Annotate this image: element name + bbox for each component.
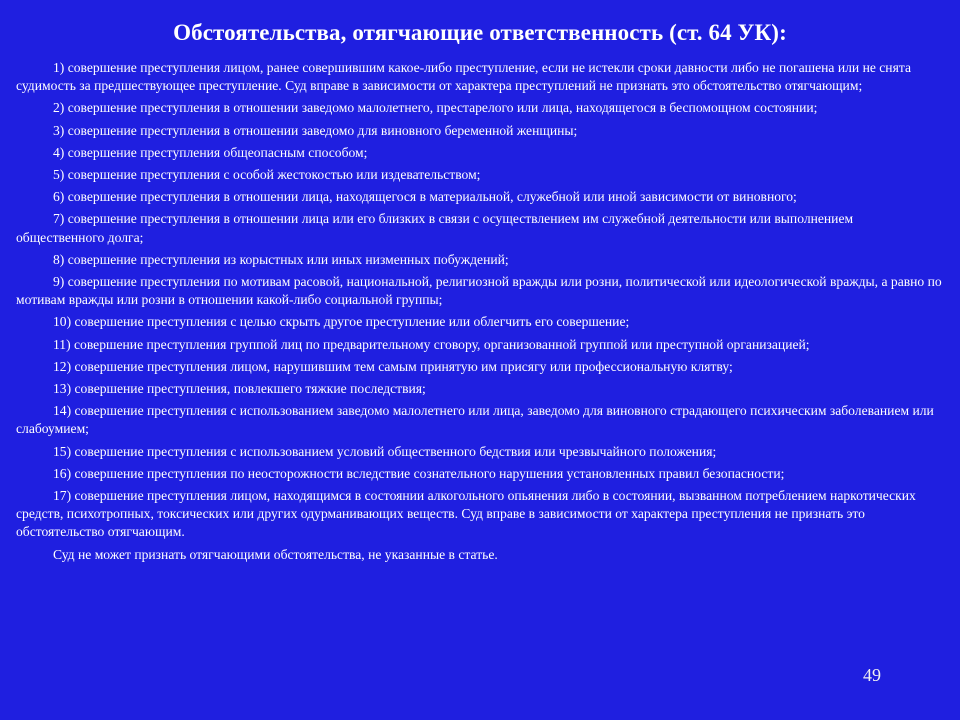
- list-item-1: 1) совершение преступления лицом, ранее совершившим какое-либо преступление, если не истекли сроки давности либо не погашена или не снята судимость за предшествующее преступление. Суд вправе в зависимости от характера преступлений не признать это обстоятельство отягчающим;: [16, 60, 911, 94]
- closing-note: Суд не может признать отягчающими обстоятельства, не указанные в статье.: [53, 546, 498, 562]
- list-item-5: 5) совершение преступления с особой жестокостью или издевательством;: [53, 167, 481, 183]
- list-item-4: 4) совершение преступления общеопасным способом;: [53, 144, 368, 160]
- article-items-list: [16, 59, 942, 568]
- list-item-8: 8) совершение преступления из корыстных или иных низменных побуждений;: [53, 251, 509, 267]
- list-item-2: 2) совершение преступления в отношении заведомо малолетнего, престарелого или лица, находящегося в беспомощном состоянии;: [53, 100, 818, 116]
- list-item-13: 13) совершение преступления, повлекшего тяжкие последствия;: [53, 381, 426, 397]
- list-item-9: 9) совершение преступления по мотивам расовой, национальной, религиозной вражды или розни, политической или идеологической вражды, а равно по мотивам вражды или розни в отношении какой-либо социальной группы;: [16, 274, 942, 308]
- list-item-6: 6) совершение преступления в отношении лица, находящегося в материальной, служебной или иной зависимости от виновного;: [53, 189, 797, 205]
- list-item-3: 3) совершение преступления в отношении заведомо для виновного беременной женщины;: [53, 122, 578, 138]
- list-item-11: 11) совершение преступления группой лиц по предварительному сговору, организованной группой или преступной организацией;: [53, 336, 810, 352]
- list-item-14: 14) совершение преступления с использованием заведомо малолетнего или лица, заведомо для виновного страдающего психическим заболеванием или слабоумием;: [16, 403, 934, 437]
- list-item-15: 15) совершение преступления с использованием условий общественного бедствия или чрезвычайного положения;: [53, 443, 717, 459]
- list-item-12: 12) совершение преступления лицом, нарушившим тем самым принятую им присягу или профессиональную клятву;: [53, 358, 733, 374]
- list-item-16: 16) совершение преступления по неосторожности вследствие сознательного нарушения установленных правил безопасности;: [53, 465, 785, 481]
- page-number: 49: [863, 665, 881, 685]
- list-item-7: 7) совершение преступления в отношении лица или его близких в связи с осуществлением им служебной деятельности или выполнением общественного долга;: [16, 211, 854, 245]
- list-item-10: 10) совершение преступления с целью скрыть другое преступление или облегчить его совершение;: [53, 314, 630, 330]
- list-item-17: 17) совершение преступления лицом, находящимся в состоянии алкогольного опьянения либо в состоянии, вызванном потреблением наркотических средств, психотропных, токсических или других одурманивающих веществ. Суд вправе в зависимости от характера преступления не признать это обстоятельство отягчающим.: [16, 488, 916, 540]
- slide-title: Обстоятельства, отягчающие ответственность (ст. 64 УК):: [173, 20, 787, 45]
